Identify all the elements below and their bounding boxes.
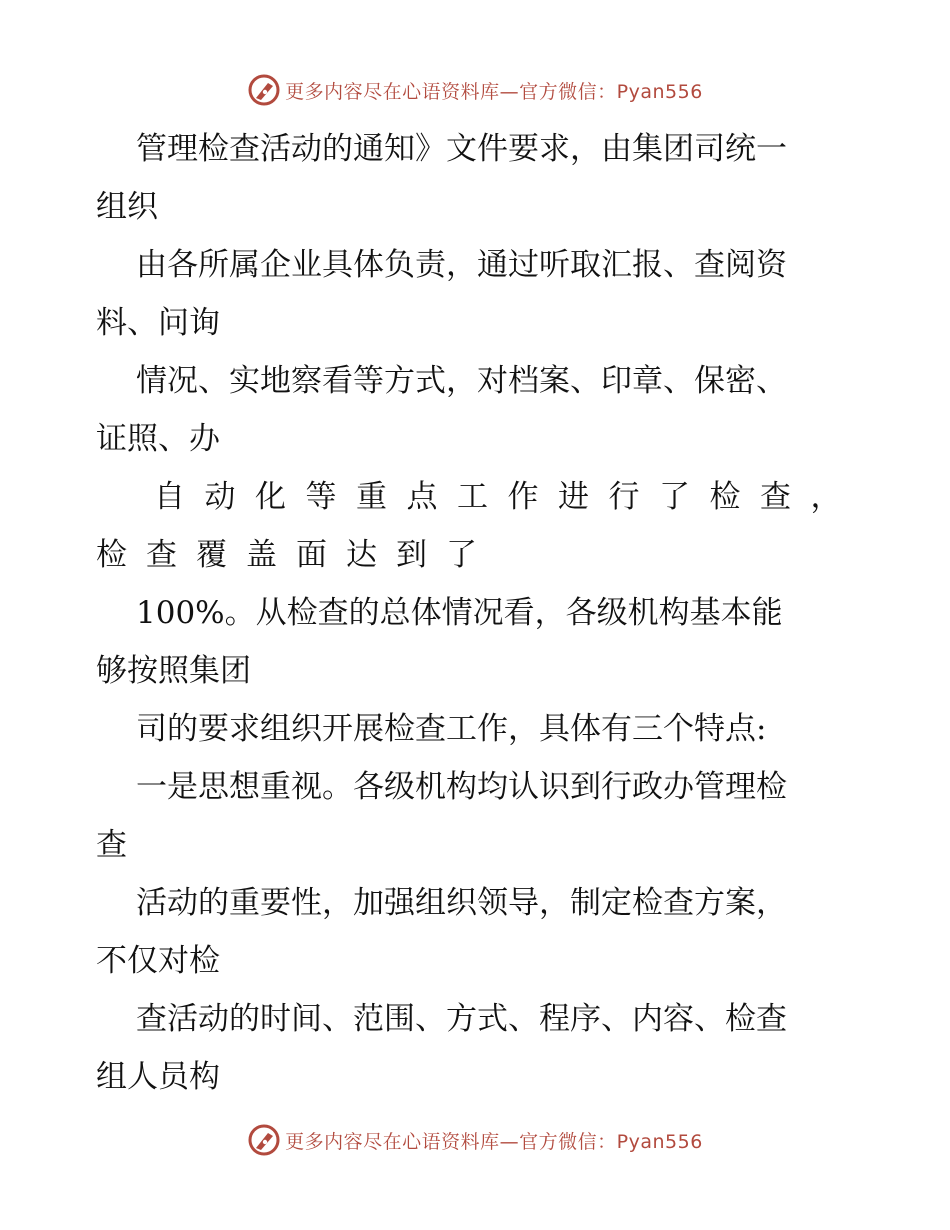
text-line: 查	[96, 827, 127, 863]
text-line: 由各所属企业具体负责，通过听取汇报、查阅资	[136, 247, 787, 283]
text-line: 司的要求组织开展检查工作，具体有三个特点:	[136, 711, 767, 747]
document-body	[96, 120, 861, 1106]
text-line: 不仅对检	[96, 943, 220, 979]
text-line: 一是思想重视。各级机构均认识到行政办管理检	[136, 769, 787, 805]
watermark-text: 更多内容尽在心语资料库—官方微信：Pyan556	[285, 1130, 703, 1153]
text-line: 证照、办	[96, 421, 220, 457]
pen-nib-circle-icon	[247, 1123, 281, 1157]
text-line: 自动化等重点工作进行了检查，	[154, 479, 861, 515]
text-line: 料、问询	[96, 305, 220, 341]
text-line: 活动的重要性，加强组织领导，制定检查方案，	[136, 885, 787, 921]
text-line: 情况、实地察看等方式，对档案、印章、保密、	[136, 363, 787, 399]
text-line: 查活动的时间、范围、方式、程序、内容、检查	[136, 1001, 787, 1037]
text-line: 组人员构	[96, 1059, 220, 1095]
pen-nib-circle-icon	[247, 73, 281, 107]
watermark-text: 更多内容尽在心语资料库—官方微信：Pyan556	[285, 80, 703, 103]
text-line: 够按照集团	[96, 653, 251, 689]
header-watermark	[0, 70, 950, 110]
text-line: 管理检查活动的通知》文件要求，由集团司统一	[136, 131, 787, 167]
text-line: 检查覆盖面达到了	[96, 537, 496, 573]
text-line: 100%。从检查的总体情况看，各级机构基本能	[136, 595, 783, 631]
footer-watermark	[0, 1120, 950, 1160]
text-line: 组织	[96, 189, 158, 225]
